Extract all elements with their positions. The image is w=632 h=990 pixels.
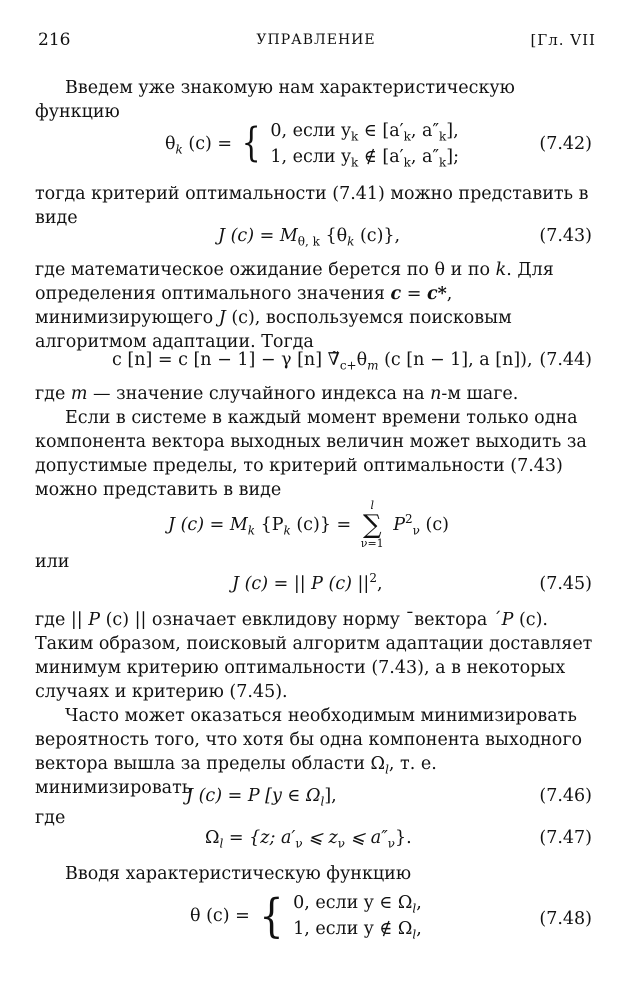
- equation-number: (7.46): [539, 786, 592, 806]
- paragraph-probability: Часто может оказаться необходимым минимизировать вероятность того, что хотя бы одна компонента выходного вектора вышла за пределы области $\Omega_l$, т. е. минимизировать: [35, 706, 583, 798]
- equation-7-42: $\theta_k$ (c) = { 0, если $y_k$ ∈ [$a'_k$, $a''_k$], 1, если $y_k$ ∉ [$a'_k$, $a''_k$]; (7.42): [165, 119, 592, 170]
- page-number: 216: [38, 30, 71, 50]
- paragraph-criterion: тогда критерий оптимальности (7.41) можно представить в виде: [35, 184, 589, 228]
- equation-number: (7.43): [539, 226, 592, 246]
- paragraph-norm: где || P (c) || означает евклидову норму ˉвектора ˊP (c). Таким образом, поисковый алгоритм адаптации доставляет минимум критерию оптимальности (7.43), а в некоторых случаях и критерию (7.45).: [35, 610, 593, 702]
- chapter-label: [Гл. VII: [530, 31, 596, 49]
- equation-cases: 0, если y ∈ $\Omega_l$, 1, если y ∉ $\Omega_l$,: [293, 893, 422, 942]
- paragraph-system: Если в системе в каждый момент времени только одна компонента вектора выходных величин может выходить за допустимые пределы, то критерий оптимальности (7.43) можно представить в виде: [35, 408, 587, 500]
- equation-sum: J $(c) = M_k$ {$P_k$ (c)} = l ∑ ν=1 $P^2_\nu$ (c): [168, 499, 449, 550]
- equation-number: (7.42): [539, 134, 592, 154]
- equation-number: (7.47): [539, 828, 592, 848]
- equation-number: (7.45): [539, 574, 592, 594]
- summation-sign: l ∑ ν=1: [360, 499, 384, 550]
- word-ili: или: [35, 552, 70, 572]
- paragraph-expectation: где математическое ожидание берется по θ и по k. Для определения оптимального значения c = c*, минимизирующего J (c), воспользуемся поисковым алгоритмом адаптации. Тогда: [35, 260, 554, 352]
- equation-number: (7.44): [539, 350, 592, 370]
- book-page: 216 УПРАВЛЕНИЕ [Гл. VII Введем уже знакомую нам характеристическую функцию $\theta_k$ (c) = { 0, если $y_k$ ∈ [$a'_k$, $a''_k$], 1, если $y_k$ ∉ [$a'_k$, $a''_k$]; (7.42) тогда критерий оптимальности (7.41) можно представить в виде J $(c) = M_{\theta, k}$ {$\theta_k$ (c)}, (7.43) где математическое ожидание берется по θ и по k. Для определения оптимального значения c = c*, минимизирующего J (c), воспользуемся поисковым алгоритмом адаптации. Тогда c [n] = c [n − 1] − γ [n] $\nablã_{c+}\theta_m$ (c [n − 1], a [n]), (7.44) где m — значение случайного индекса на n-м шаге. Если в системе в каждый момент времени только одна компонента вектора выходных величин может выходить за допустимые пределы, то критерий оптимальности (7.43) можно представить в виде J $(c) = M_k$ {$P_k$ (c)} = l ∑ ν=1 $P^2_\nu$ (c) или J (c) = || P (c) $||^2$, (7.45) где || P (c) || означает евклидову норму ˉвектора ˊP (c). Таким образом, поисковый алгоритм адаптации доставляет минимум критерию оптимальности (7.43), а в некоторых случаях и критерию (7.45). Часто может оказаться необходимым минимизировать вероятность того, что хотя бы одна компонента выходного вектора вышла за пределы области $\Omega_l$, т. е. минимизировать J (c) = P [y ∈ $\Omega_l$], (7.46) где $\Omega_l = \{z$; $a'_\nu$ ⩽ $z_\nu$ ⩽ $a''_\nu$}. (7.47) Вводя характеристическую функцию θ (c) = { 0, если y ∈ $\Omega_l$, 1, если y ∉ $\Omega_l$, (7.48): [0, 0, 632, 990]
- running-title: УПРАВЛЕНИЕ: [256, 32, 376, 48]
- paragraph-intro: Введем уже знакомую нам характеристическую функцию: [35, 78, 515, 122]
- paragraph-characteristic: Вводя характеристическую функцию: [65, 864, 412, 884]
- paragraph-index: где m — значение случайного индекса на n-м шаге.: [35, 384, 519, 404]
- equation-number: (7.48): [539, 909, 592, 929]
- equation-cases: 0, если $y_k$ ∈ [$a'_k$, $a''_k$], 1, если $y_k$ ∉ [$a'_k$, $a''_k$];: [270, 121, 460, 170]
- equation-7-48: θ (c) = { 0, если y ∈ $\Omega_l$, 1, если y ∉ $\Omega_l$, (7.48): [190, 889, 592, 943]
- word-gde: где: [35, 808, 66, 828]
